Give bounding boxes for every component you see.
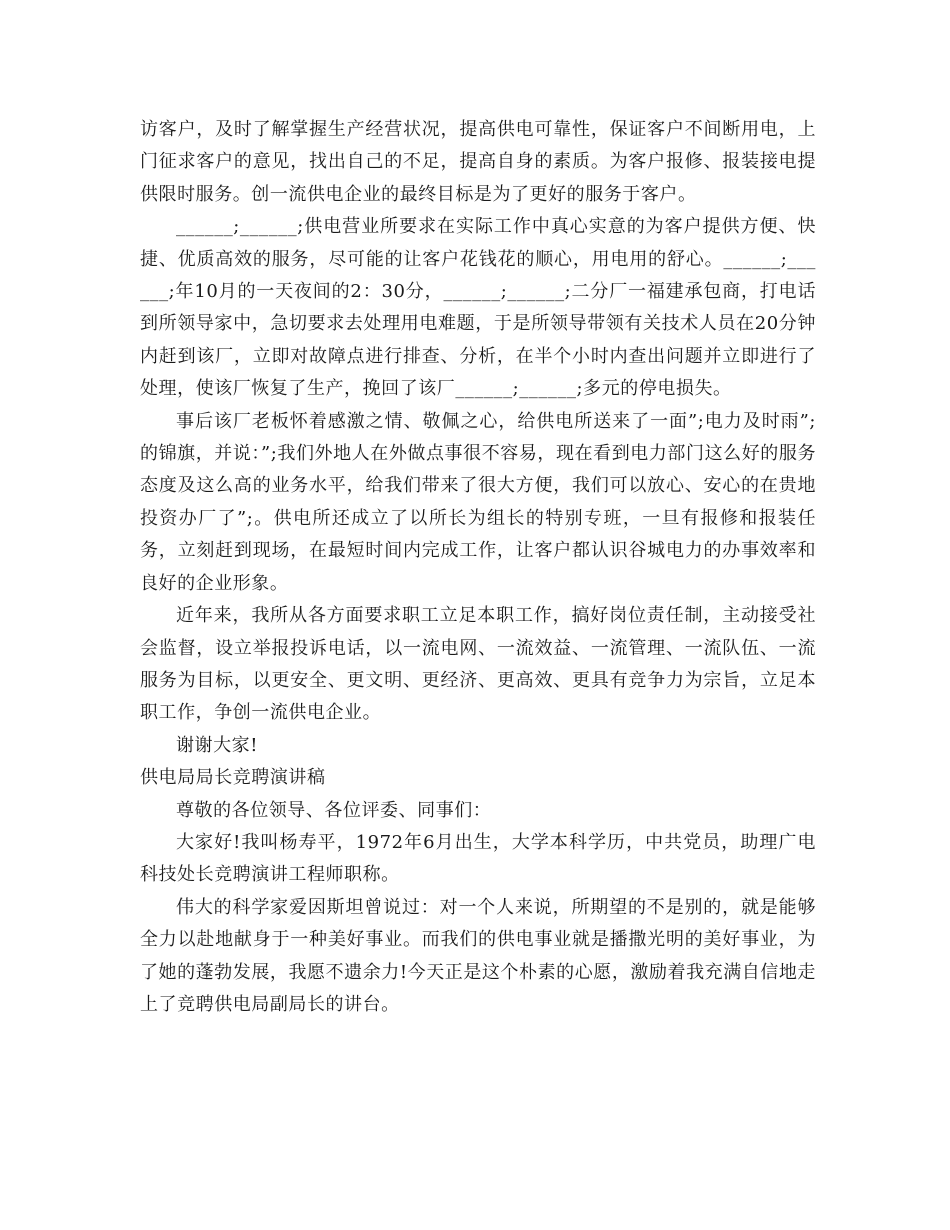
- paragraph-self-introduction: 大家好!我叫杨寿平，1972年6月出生，大学本科学历，中共党员，助理广电科技处长竞聘演讲工程师职称。: [140, 831, 816, 886]
- speech-title: 供电局局长竞聘演讲稿: [140, 767, 326, 789]
- paragraph-night-repair-story: ______;______;供电营业所要求在实际工作中真心实意的为客户提供方便、快捷、优质高效的服务，尽可能的让客户花钱花的顺心，用电用的舒心。______;______;年10月的一天夜间的2：30分，______;______;二分厂一福建承包商，打电话到所领导家中，急切要求去处理用电难题，于是所领导带领有关技术人员在20分钟内赶到该厂，立即对故障点进行排查、分析，在半个小时内查出问题并立即进行了处理，使该厂恢复了生产，挽回了该厂______;______;多元的停电损失。: [140, 216, 816, 400]
- paragraph-einstein-quote: 伟大的科学家爱因斯坦曾说过：对一个人来说，所期望的不是别的，就是能够全力以赴地献身于一种美好事业。而我们的供电事业就是播撒光明的美好事业，为了她的蓬勃发展，我愿不遗余力!今天正是这个朴素的心愿，激励着我充满自信地走上了竞聘供电局副局长的讲台。: [140, 896, 816, 1015]
- paragraph-service-goal: 访客户，及时了解掌握生产经营状况，提高供电可靠性，保证客户不间断用电，上门征求客户的意见，找出自己的不足，提高自身的素质。为客户报修、报装接电提供限时服务。创一流供电企业的最终目标是为了更好的服务于客户。: [140, 119, 816, 205]
- paragraph-thanks: 谢谢大家!: [176, 734, 258, 756]
- paragraph-recent-years: 近年来，我所从各方面要求职工立足本职工作，搞好岗位责任制，主动接受社会监督，设立举报投诉电话，以一流电网、一流效益、一流管理、一流队伍、一流服务为目标，以更安全、更文明、更经济、更高效、更具有竞争力为宗旨，立足本职工作，争创一流供电企业。: [140, 605, 816, 724]
- document-body: [140, 114, 816, 1021]
- paragraph-customer-gratitude: 事后该厂老板怀着感激之情、敬佩之心，给供电所送来了一面”;电力及时雨”;的锦旗，并说：”;我们外地人在外做点事很不容易，现在看到电力部门这么好的服务态度及这么高的业务水平，给我们带来了很大方便，我们可以放心、安心的在贵地投资办厂了”;。供电所还成立了以所长为组长的特别专班，一旦有报修和报装任务，立刻赶到现场，在最短时间内完成工作，让客户都认识谷城电力的办事效率和良好的企业形象。: [140, 410, 816, 594]
- paragraph-greeting: 尊敬的各位领导、各位评委、同事们：: [176, 799, 492, 821]
